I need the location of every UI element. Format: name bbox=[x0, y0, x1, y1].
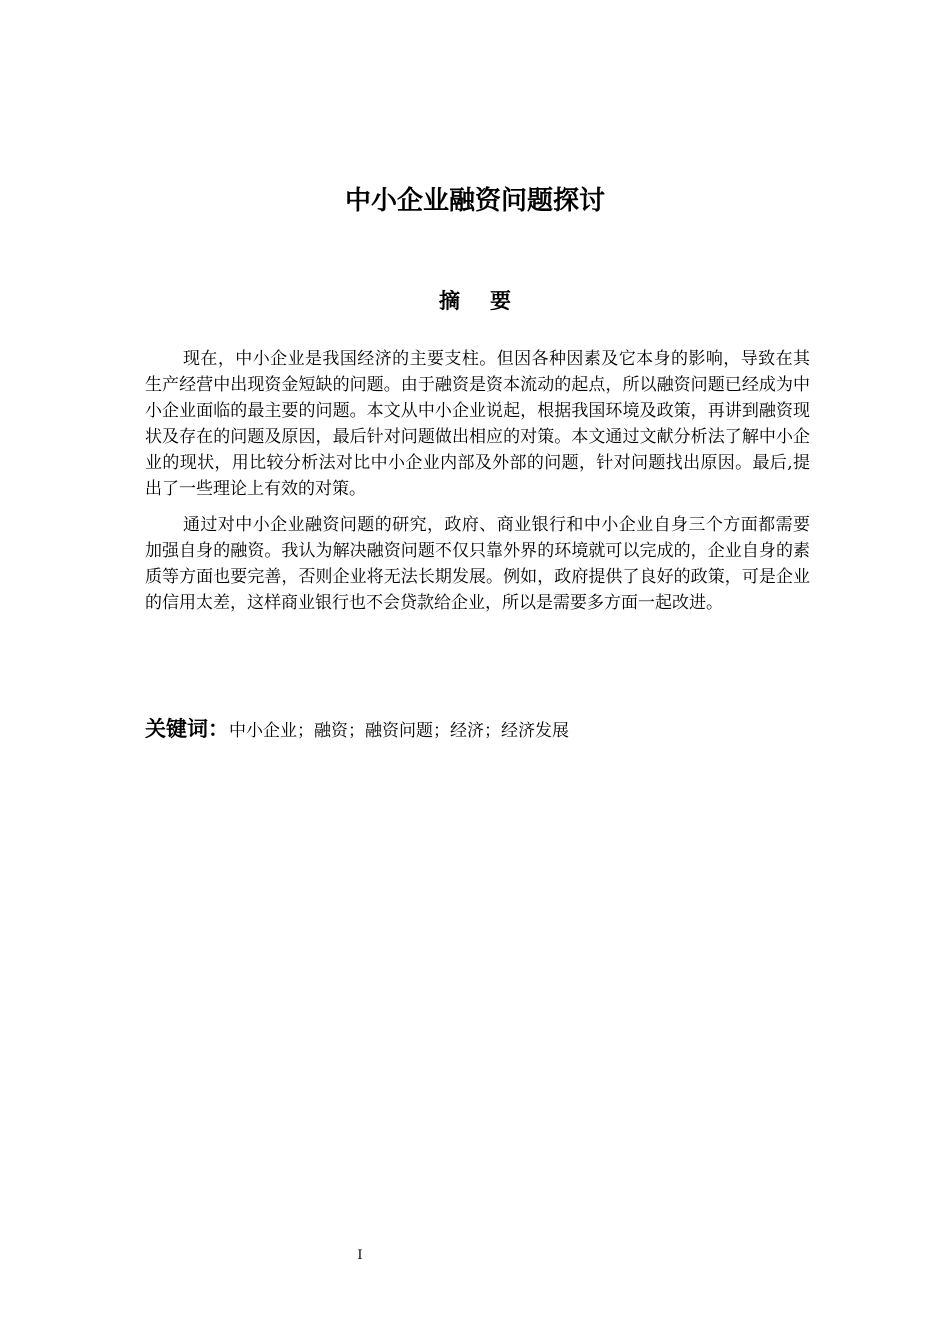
abstract-body bbox=[145, 346, 810, 626]
keywords-values: 中小企业；融资；融资问题；经济；经济发展 bbox=[229, 721, 569, 741]
abstract-paragraph-2: 通过对中小企业融资问题的研究，政府、商业银行和中小企业自身三个方面都需要加强自身的融资。我认为解决融资问题不仅只靠外界的环境就可以完成的，企业自身的素质等方面也要完善，否则企业将无法长期发展。例如，政府提供了良好的政策，可是企业的信用太差，这样商业银行也不会贷款给企业，所以是需要多方面一起改进。 bbox=[145, 515, 810, 613]
abstract-paragraph-1: 现在，中小企业是我国经济的主要支柱。但因各种因素及它本身的影响，导致在其生产经营中出现资金短缺的问题。由于融资是资本流动的起点，所以融资问题已经成为中小企业面临的最主要的问题。本文从中小企业说起，根据我国环境及政策，再讲到融资现状及存在的问题及原因，最后针对问题做出相应的对策。本文通过文献分析法了解中小企业的现状，用比较分析法对比中小企业内部及外部的问题，针对问题找出原因。最后,提出了一些理论上有效的对策。 bbox=[145, 349, 810, 499]
document-title: 中小企业融资问题探讨 bbox=[344, 186, 605, 216]
page-number: I bbox=[357, 1248, 363, 1263]
abstract-heading: 摘要 bbox=[439, 289, 541, 313]
keywords-label: 关键词： bbox=[145, 717, 229, 741]
keywords-line bbox=[145, 712, 810, 748]
